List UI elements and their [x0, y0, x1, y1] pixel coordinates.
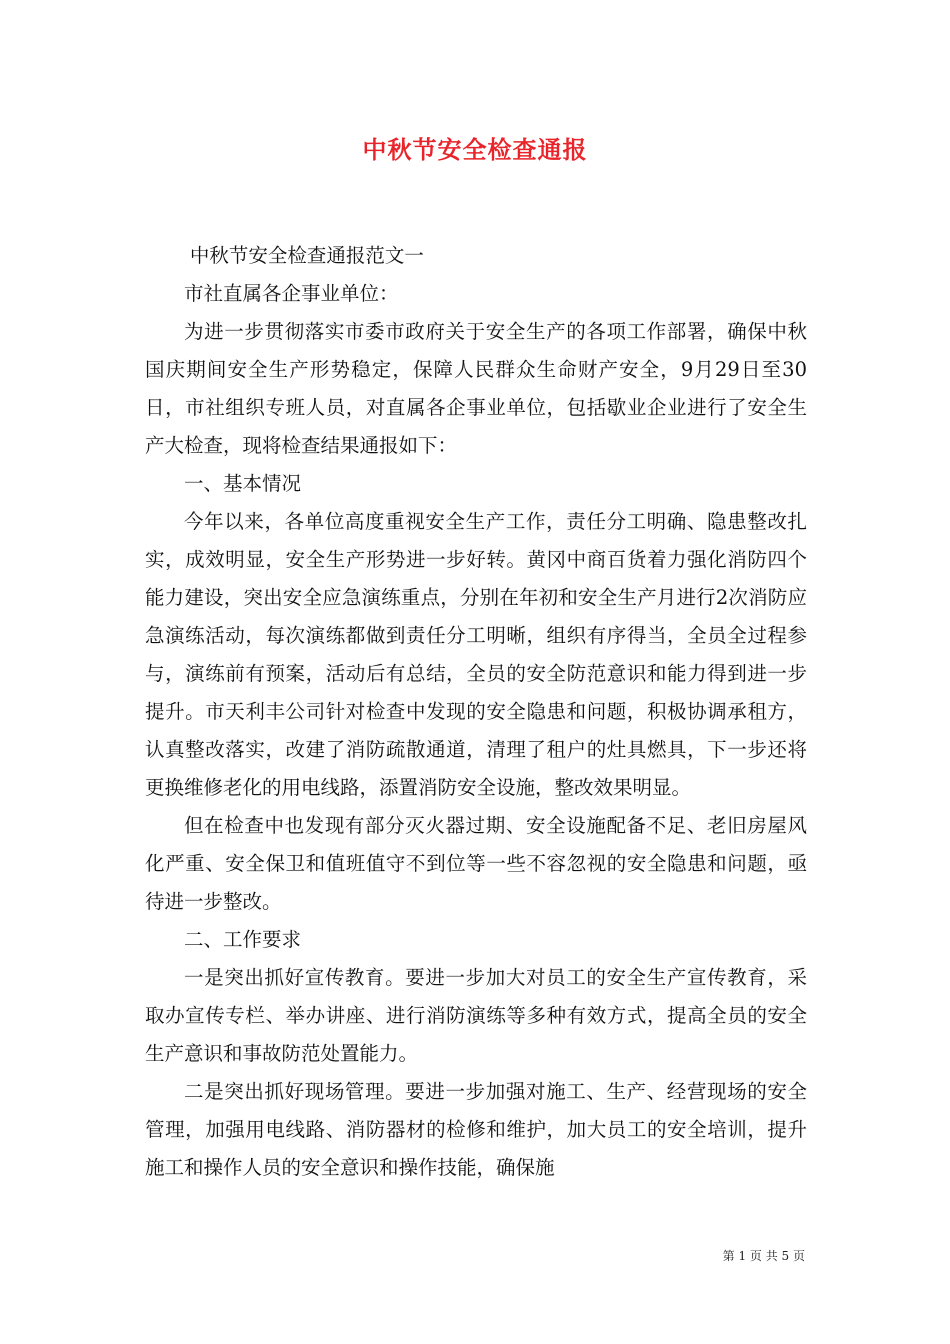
paragraph-salutation: 市社直属各企事业单位： — [184, 282, 399, 305]
document-title: 中秋节安全检查通报 — [362, 135, 588, 164]
paragraph-intro: 为进一步贯彻落实市委市政府关于安全生产的各项工作部署，确保中秋国庆期间安全生产形势稳定，保障人民群众生命财产安全，9月29日至30日，市社组织专班人员，对直属各企事业单位，包括歇业企业进行了安全生产大检查，现将检查结果通报如下： — [145, 320, 807, 457]
paragraph-issues: 但在检查中也发现有部分灭火器过期、安全设施配备不足、老旧房屋风化严重、安全保卫和值班值守不到位等一些不容忽视的安全隐患和问题，亟待进一步整改。 — [145, 814, 807, 913]
paragraph-requirement-1: 一是突出抓好宣传教育。要进一步加大对员工的安全生产宣传教育，采取办宣传专栏、举办讲座、进行消防演练等多种有效方式，提高全员的安全生产意识和事故防范处置能力。 — [145, 966, 807, 1065]
paragraph-requirement-2: 二是突出抓好现场管理。要进一步加强对施工、生产、经营现场的安全管理，加强用电线路、消防器材的检修和维护，加大员工的安全培训，提升施工和操作人员的安全意识和操作技能，确保施 — [145, 1080, 807, 1179]
document-subtitle: 中秋节安全检查通报范文一 — [189, 244, 424, 267]
section-heading-basic: 一、基本情况 — [184, 472, 302, 495]
page-number: 第 1 页 共 5 页 — [722, 1249, 805, 1263]
document-body — [145, 237, 807, 1187]
section-heading-requirements: 二、工作要求 — [184, 928, 302, 951]
paragraph-basic-situation: 今年以来，各单位高度重视安全生产工作，责任分工明确、隐患整改扎实，成效明显，安全生产形势进一步好转。黄冈中商百货着力强化消防四个能力建设，突出安全应急演练重点，分别在年初和安全生产月进行2次消防应急演练活动，每次演练都做到责任分工明晰，组织有序得当，全员全过程参与，演练前有预案，活动后有总结，全员的安全防范意识和能力得到进一步提升。市天利丰公司针对检查中发现的安全隐患和问题，积极协调承租方，认真整改落实，改建了消防疏散通道，清理了租户的灶具燃具，下一步还将更换维修老化的用电线路，添置消防安全设施，整改效果明显。 — [145, 510, 807, 799]
